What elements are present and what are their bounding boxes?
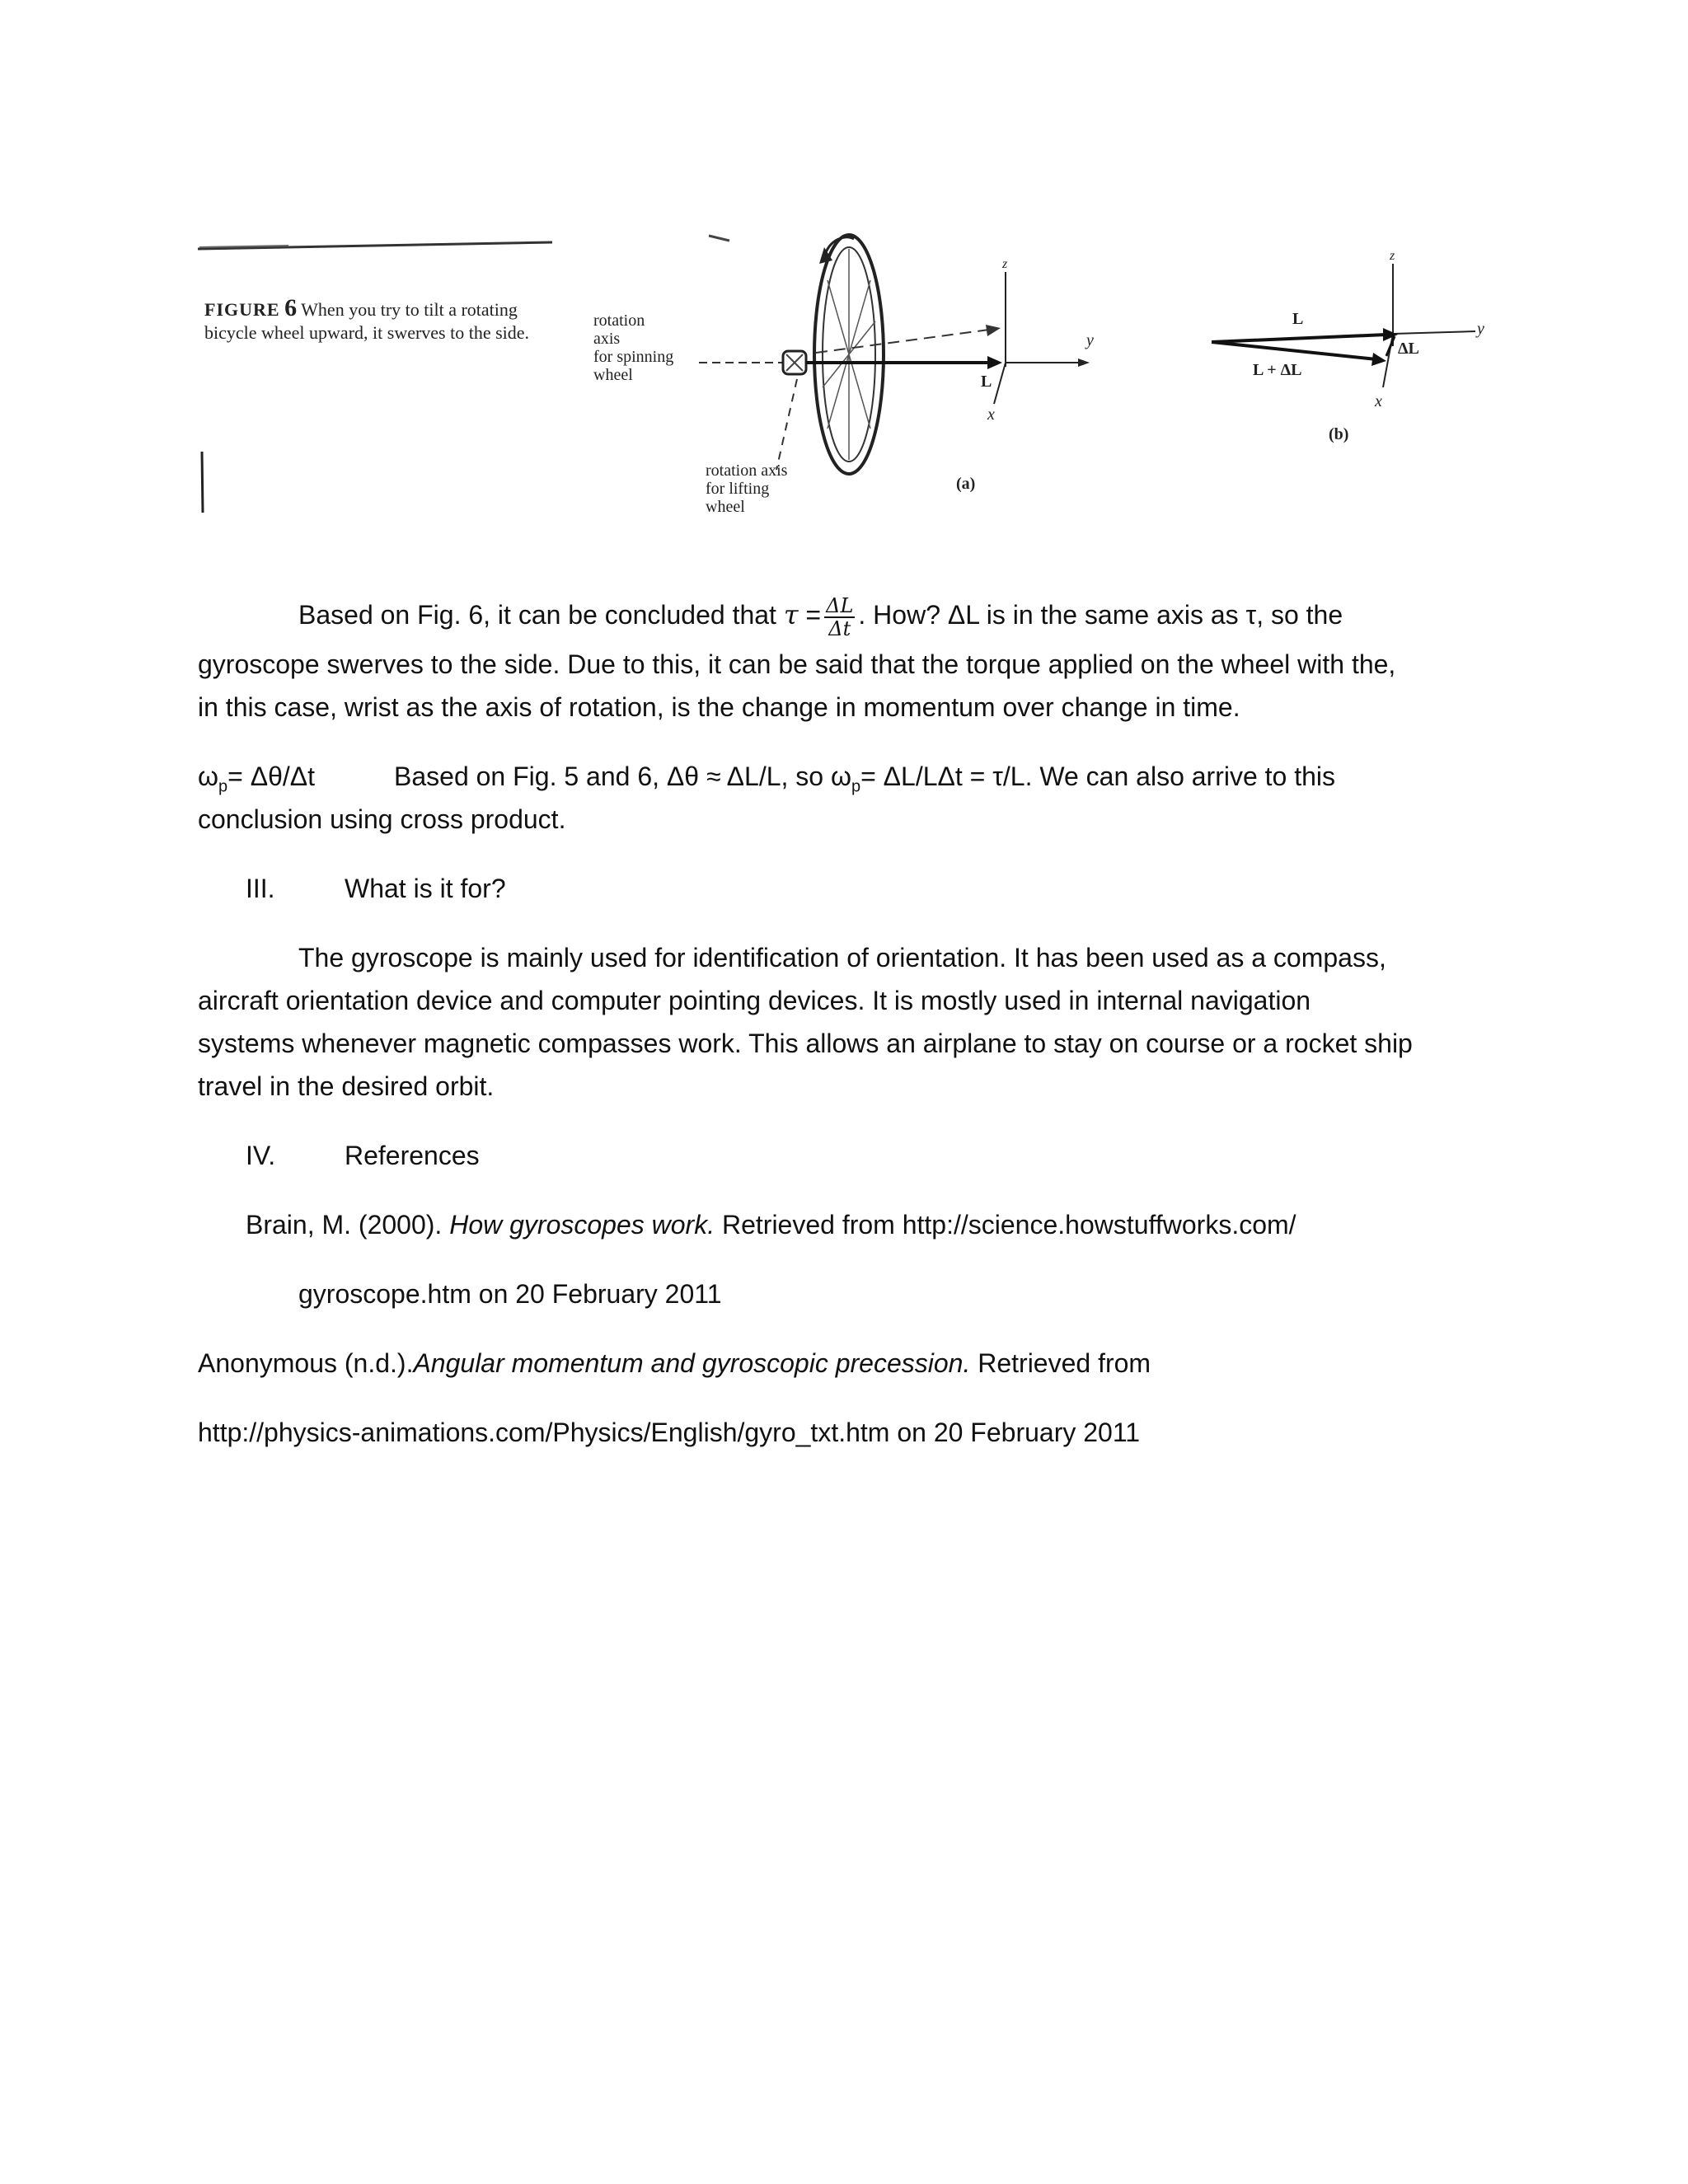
figure-drawing [190,223,1508,536]
label-y-a: y [1086,331,1094,349]
label-y-b: y [1477,320,1484,338]
label-delta-L: ΔL [1398,340,1419,358]
ref1-retrieved: Retrieved from http://science.howstuffworks.com/ [715,1210,1296,1240]
ref1-author: Brain, M. (2000). [246,1210,450,1240]
tilted-vector-arrowhead [986,325,1001,336]
reference-1-line2: gyroscope.htm on 20 February 2011 [298,1279,722,1309]
figure-number-mark: 6 [284,294,298,321]
scan-mark-left [202,452,203,513]
label-L-a: L [981,373,992,391]
ref2-retrieved: Retrieved from [970,1348,1151,1378]
figure-caption-text: When you try to tilt a rotating bicycle wheel upward, it swerves to the side. [204,299,530,343]
label-part-b: (b) [1329,425,1349,443]
label-part-a: (a) [956,475,976,493]
figure-caption-prefix: FIGURE [204,299,280,320]
section3-number: III. [246,874,275,903]
para3-line2: aircraft orientation device and computer pointing devices. It is mostly used in internal navigation [198,986,1311,1015]
angular-momentum-arrowhead-a [987,356,1002,369]
ref2-title: Angular momentum and gyroscopic precession. [413,1348,971,1378]
tilted-vector-dashed [816,330,989,353]
label-L-b: L [1292,310,1304,328]
x-axis-a [994,363,1006,404]
figure-gyroscope-bicycle-wheel [190,223,1508,536]
label-x-a: x [987,405,995,424]
para3-line1: The gyroscope is mainly used for identification of orientation. It has been used as a compass, [298,943,1386,972]
y-axis-b [1393,331,1475,334]
para1-text-post: . How? ΔL is in the same axis as τ, so the [858,600,1343,630]
section3-title: What is it for? [345,874,506,903]
new-momentum-arrowhead-b [1372,353,1386,366]
label-line: for lifting [706,480,770,498]
para1-line1 [298,593,1343,640]
lift-axis-dashed [776,379,797,470]
hand-marks [786,354,803,371]
reference-2 [198,1342,1151,1385]
label-line: rotation axis [706,462,788,480]
label-line: wheel [593,366,633,384]
section4-number: IV. [246,1141,276,1170]
label-z-a: z [1002,257,1008,271]
label-x-b: x [1375,392,1382,410]
label-z-b: z [1390,249,1395,263]
para1-line2: gyroscope swerves to the side. Due to this, it can be said that the torque applied on the wheel with the, [198,649,1396,679]
figure-caption [204,294,567,344]
reference-1 [246,1203,1296,1246]
para1-text-pre: Based on Fig. 6, it can be concluded that [298,600,776,630]
section4-title: References [345,1141,480,1170]
fraction-denominator: Δt [828,616,851,640]
omega-symbol: ω [198,762,218,791]
para2-line2: conclusion using cross product. [198,804,566,834]
para1-line3: in this case, wrist as the axis of rotation, is the change in momentum over change in time. [198,692,1240,722]
math-fraction [824,595,855,640]
label-rotation-axis-lifting [706,462,787,516]
new-momentum-vector-b [1212,342,1376,359]
fraction-numerator: ΔL [826,593,854,617]
para3-line4: travel in the desired orbit. [198,1071,495,1101]
para2-text-a: Based on Fig. 5 and 6, Δθ ≈ ΔL/L, so ω [394,762,851,791]
label-line: rotation [593,312,645,330]
reference-2-line2: http://physics-animations.com/Physics/English/gyro_txt.htm on 20 February 2011 [198,1418,1141,1447]
math-equals: = [805,600,822,630]
ref1-title: How gyroscopes work. [449,1210,715,1240]
label-line: axis [593,330,621,348]
label-line: wheel [706,498,745,516]
y-axis-arrowhead-a [1078,359,1090,367]
scan-smudge [709,236,729,241]
para2-text-b: = ΔL/LΔt = τ/L. We can also arrive to this [860,762,1336,791]
omega-subscript: p [218,777,228,796]
label-rotation-axis-spinning [593,312,673,384]
ref2-author: Anonymous (n.d.). [198,1348,414,1378]
para3-line3: systems whenever magnetic compasses work. This allows an airplane to stay on course or a rocket ship [198,1029,1413,1058]
label-line: for spinning [593,348,674,366]
para2-subscript: p [851,777,861,796]
angular-momentum-vector-b [1212,335,1386,342]
formula-rest: = Δθ/Δt [227,762,316,791]
math-tau: τ [783,599,799,630]
angular-momentum-arrowhead-b [1383,328,1398,341]
label-L-plus-delta-L: L + ΔL [1253,361,1302,379]
